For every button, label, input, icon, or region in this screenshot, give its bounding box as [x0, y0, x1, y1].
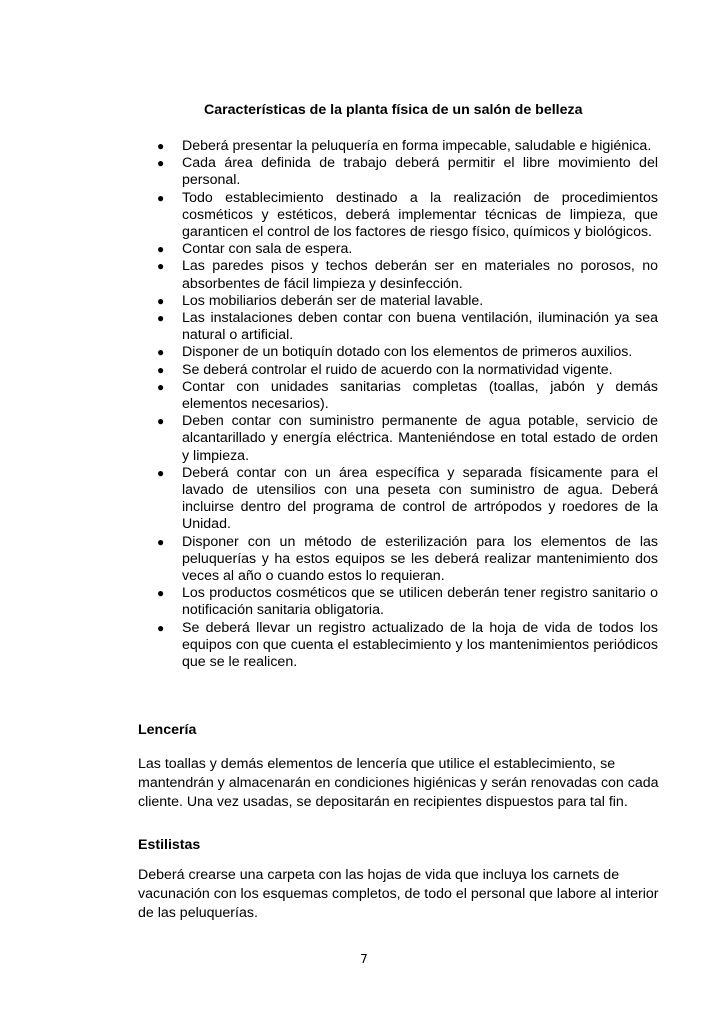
list-item [157, 310, 658, 344]
list-item-text: Disponer de un botiquín dotado con los elementos de primeros auxilios. [182, 344, 633, 361]
requirements-list [157, 138, 658, 671]
list-item-text: Las instalaciones deben contar con buena ventilación, iluminación ya sea natural o artificial. [182, 310, 658, 344]
page-number: 7 [360, 952, 368, 966]
list-item-text: Disponer con un método de esterilización para los elementos de las peluquerías y ha estos equipos se les deberá realizar mantenimiento dos veces al año o cuando estos lo requieran. [182, 533, 658, 585]
lenceria-paragraph: Las toallas y demás elementos de lencería que utilice el establecimiento, se mantendrán y almacenarán en condiciones higiénicas y serán renovadas con cada cliente. Una vez usadas, se depositarán en recipientes dispuestos para tal fin. [138, 756, 659, 811]
list-item [157, 585, 658, 619]
bullet-icon: ● [157, 156, 165, 171]
bullet-icon: ● [157, 586, 165, 601]
list-item [157, 258, 658, 292]
bullet-icon: ● [157, 465, 165, 480]
list-item-text: Los mobiliarios deberán ser de material lavable. [182, 292, 484, 309]
list-item-text: Deberá presentar la peluquería en forma impecable, saludable e higiénica. [182, 138, 652, 154]
list-item-text: Los productos cosméticos que se utilicen deberán tener registro sanitario o notificación sanitaria obligatoria. [182, 585, 658, 619]
list-item [157, 464, 658, 534]
page-title: Características de la planta física de un salón de belleza [204, 102, 583, 118]
bullet-icon: ● [157, 379, 165, 394]
list-item [157, 361, 658, 379]
list-item-text: Se deberá llevar un registro actualizado de la hoja de vida de todos los equipos con que cuenta el establecimiento y los mantenimientos periódicos que se le realicen. [182, 619, 658, 671]
estilistas-heading: Estilistas [138, 837, 201, 853]
list-item-text: Deben contar con suministro permanente de agua potable, servicio de alcantarillado y energía eléctrica. Manteniéndose en total estado de orden y limpieza. [182, 413, 658, 464]
list-item-text: Cada área definida de trabajo deberá permitir el libre movimiento del personal. [182, 155, 658, 189]
list-item [157, 344, 658, 361]
bullet-icon: ● [157, 362, 165, 377]
list-item-text: Todo establecimiento destinado a la realización de procedimientos cosméticos y estéticos, deberá implementar técnicas de limpieza, que garanticen el control de los factores de riesgo físico, químicos y biológicos. [182, 189, 658, 241]
list-item [157, 292, 658, 310]
list-item [157, 533, 658, 586]
list-item [157, 138, 658, 155]
lenceria-heading: Lencería [138, 722, 197, 738]
estilistas-paragraph: Deberá crearse una carpeta con las hojas de vida que incluya los carnets de vacunación con los esquemas completos, de todo el personal que labore al interior de las peluquerías. [138, 867, 659, 922]
list-item-text: Deberá contar con un área específica y separada físicamente para el lavado de utensilios con una peseta con suministro de agua. Deberá incluirse dentro del programa de control de artrópodos y roedores de la Unidad. [182, 464, 658, 533]
bullet-icon: ● [157, 620, 165, 635]
list-item [157, 155, 658, 189]
bullet-icon: ● [157, 139, 165, 153]
bullet-icon: ● [157, 190, 165, 205]
list-item [157, 378, 658, 413]
list-item-text: Las paredes pisos y techos deberán ser en materiales no porosos, no absorbentes de fácil limpieza y desinfección. [182, 258, 658, 292]
list-item [157, 189, 658, 242]
list-item [157, 241, 658, 258]
bullet-icon: ● [157, 242, 165, 257]
list-item [157, 413, 658, 465]
list-item-text: Contar con sala de espera. [182, 241, 353, 258]
bullet-icon: ● [157, 534, 165, 549]
bullet-icon: ● [157, 414, 165, 429]
bullet-icon: ● [157, 311, 165, 326]
bullet-icon: ● [157, 345, 165, 360]
bullet-icon: ● [157, 293, 165, 308]
list-item-text: Contar con unidades sanitarias completas (toallas, jabón y demás elementos necesarios). [182, 378, 658, 413]
bullet-icon: ● [157, 259, 165, 274]
list-item-text: Se deberá controlar el ruido de acuerdo con la normatividad vigente. [182, 361, 613, 378]
list-item [157, 619, 658, 672]
